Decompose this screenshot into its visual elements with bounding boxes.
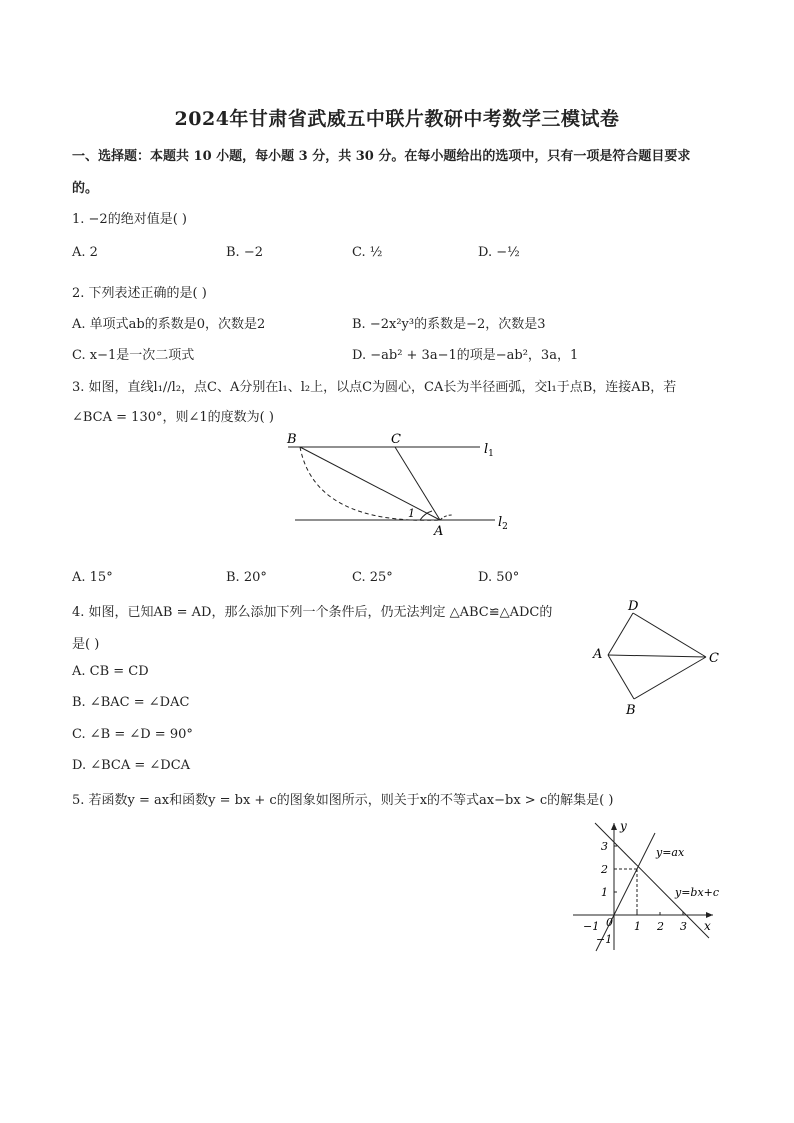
label-a: A bbox=[593, 647, 603, 662]
segment-bc bbox=[634, 657, 706, 699]
segment-ac bbox=[608, 655, 706, 657]
q4-option-c[interactable]: C. ∠B = ∠D = 90° bbox=[72, 727, 193, 742]
q1-option-a[interactable]: A. 2 bbox=[72, 245, 98, 260]
x-axis-label: x bbox=[704, 919, 711, 933]
x-tick-label-3: 3 bbox=[680, 920, 687, 933]
q3-option-c[interactable]: C. 25° bbox=[352, 570, 393, 585]
origin-label: 0 bbox=[606, 916, 613, 929]
y-axis-label: y bbox=[620, 819, 627, 833]
q2-option-d[interactable]: D. −ab² + 3a−1的项是−ab²，3a，1 bbox=[352, 348, 579, 363]
q4-figure bbox=[588, 595, 728, 720]
q2-option-c[interactable]: C. x−1是一次二项式 bbox=[72, 348, 195, 363]
segment-ab bbox=[300, 447, 440, 520]
y-tick-label-2: 2 bbox=[601, 863, 608, 876]
q3-option-a[interactable]: A. 15° bbox=[72, 570, 113, 585]
section-heading: 一、选择题：本题共 10 小题，每小题 3 分，共 30 分。在每小题给出的选项中，只有一项是符合题目要求 bbox=[72, 149, 691, 164]
label-l1-letter: l bbox=[484, 442, 489, 457]
q5-figure bbox=[568, 818, 728, 958]
q4-option-a[interactable]: A. CB = CD bbox=[72, 664, 149, 679]
q3-stem-line1: 3. 如图，直线l₁//l₂，点C、A分别在l₁、l₂上，以点C为圆心，CA长为半径画弧，交l₁于点B，连接AB，若 bbox=[72, 380, 677, 395]
label-l2-sub: 2 bbox=[502, 522, 508, 532]
label-l1-sub: 1 bbox=[488, 449, 494, 459]
x-tick-label-1: 1 bbox=[634, 920, 641, 933]
y-axis-arrow bbox=[611, 823, 617, 830]
y-tick-label-neg1: −1 bbox=[596, 933, 613, 946]
label-l1 bbox=[484, 442, 494, 459]
q4-stem-line1: 4. 如图，已知AB = AD，那么添加下列一个条件后，仍无法判定 △ABC≌△ADC的 bbox=[72, 605, 553, 620]
label-l2-letter: l bbox=[498, 515, 503, 530]
segment-ad bbox=[608, 613, 633, 655]
x-tick-label-2: 2 bbox=[657, 920, 664, 933]
label-a: A bbox=[434, 524, 444, 539]
arc-tail bbox=[440, 515, 452, 520]
q5-stem: 5. 若函数y = ax和函数y = bx + c的图象如图所示，则关于x的不等式ax−bx > c的解集是( ) bbox=[72, 793, 614, 808]
q4-stem-line2: 是( ) bbox=[72, 637, 100, 652]
q3-option-b[interactable]: B. 20° bbox=[226, 570, 267, 585]
line-y-ax-label: y=ax bbox=[656, 846, 685, 859]
segment-ca bbox=[395, 447, 440, 520]
q1-option-b[interactable]: B. −2 bbox=[226, 245, 263, 260]
label-c: C bbox=[709, 651, 719, 666]
label-d: D bbox=[628, 599, 639, 614]
q1-stem: 1. −2的绝对值是( ) bbox=[72, 212, 187, 227]
label-b: B bbox=[287, 432, 297, 447]
q4-option-b[interactable]: B. ∠BAC = ∠DAC bbox=[72, 695, 190, 710]
x-tick-label-neg1: −1 bbox=[583, 920, 600, 933]
label-angle-1: 1 bbox=[408, 507, 415, 520]
y-tick-label-1: 1 bbox=[601, 886, 608, 899]
q1-option-d[interactable]: D. −½ bbox=[478, 245, 520, 260]
label-c: C bbox=[391, 432, 401, 447]
q2-option-a[interactable]: A. 单项式ab的系数是0，次数是2 bbox=[72, 317, 266, 332]
label-b: B bbox=[626, 703, 636, 718]
q3-stem-line2: ∠BCA = 130°，则∠1的度数为( ) bbox=[72, 410, 274, 425]
x-axis-arrow bbox=[706, 912, 713, 918]
label-l2 bbox=[498, 515, 508, 532]
q3-option-d[interactable]: D. 50° bbox=[478, 570, 520, 585]
q4-option-d[interactable]: D. ∠BCA = ∠DCA bbox=[72, 758, 191, 773]
page-title: 2024年甘肃省武威五中联片教研中考数学三模试卷 bbox=[174, 108, 620, 130]
q1-option-c[interactable]: C. ½ bbox=[352, 245, 383, 260]
q3-figure bbox=[270, 425, 530, 545]
segment-dc bbox=[633, 613, 706, 657]
line-y-bxc-label: y=bx+c bbox=[675, 886, 720, 899]
q2-option-b[interactable]: B. −2x²y³的系数是−2，次数是3 bbox=[352, 317, 546, 332]
q2-stem: 2. 下列表述正确的是( ) bbox=[72, 286, 207, 301]
y-tick-label-3: 3 bbox=[601, 840, 608, 853]
segment-ab bbox=[608, 655, 634, 699]
section-heading-cont: 的。 bbox=[72, 181, 99, 196]
